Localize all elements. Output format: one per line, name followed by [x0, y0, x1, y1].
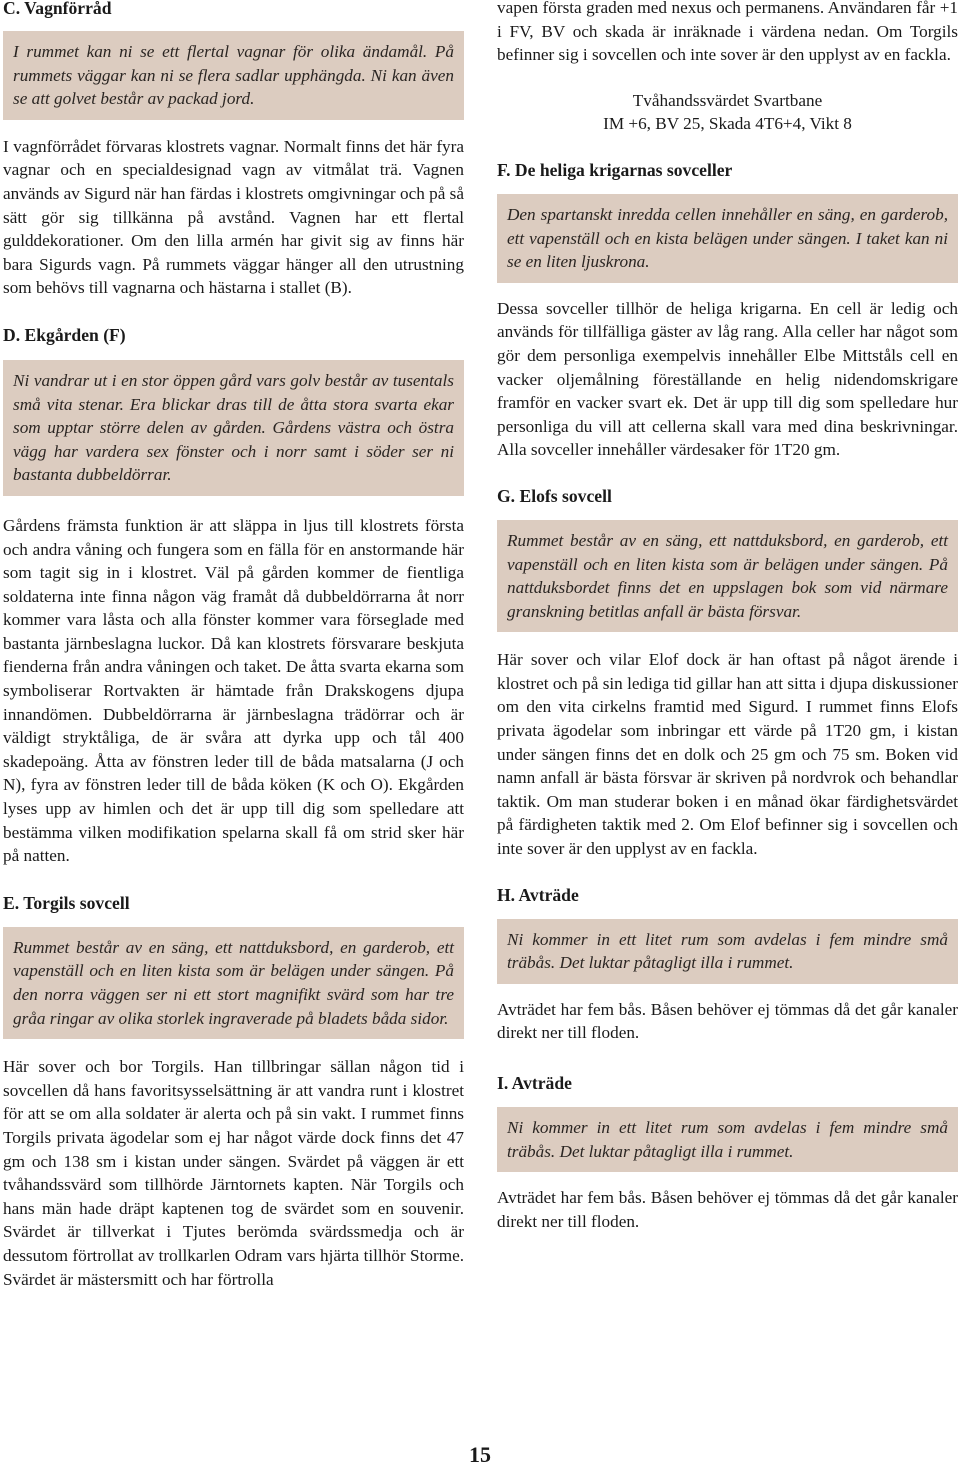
section-c-box-text: I rummet kan ni se ett flertal vagnar för olika ändamål. På rummets väggar kan ni se flera sadlar upphängda. Ni kan även se att golvet består av packad jord. — [13, 42, 454, 109]
page-number: 15 — [469, 1442, 491, 1467]
section-h-read-aloud-box — [497, 919, 958, 984]
section-g-read-aloud-box — [497, 520, 958, 632]
section-i-heading: I. Avträde — [497, 1073, 572, 1093]
section-i-text: Avträdet har fem bås. Båsen behöver ej tömmas då det går kanaler direkt ner till floden. — [497, 1188, 958, 1231]
section-d-text: Gårdens främsta funktion är att släppa in ljus till klostrets första och andra våning och fungera som en fälla för en anstormande här som tagit sig in i klostret. Väl på gården kommer de fientliga soldaterna inte finna någon väg framåt då dubbeldörrarna åt norr kommer vara låsta och alla fönster kommer vara förseglade med bastanta järnbeslagna luckor. Då kan klostrets försvarare beskjuta fienderna från andra våningen och taket. De åtta svarta ekarna som symboliserar Rortvakten är hämtade från Drakskogens djupa innandömen. Dubbeldörrarna är järnbeslagna trädörrar och är väldigt stryktåliga, de är svåra att dyrka upp och tål 400 skadepoäng. Åtta av fönstren leder till de båda matsalarna (J och N), fyra av fönstren leder till de båda köken (K och O). Ekgården lyses upp av himlen och det är upp till dig som spelledare att bestämma vilken modifikation spelarna skall få om strid sker här på natten. — [3, 515, 464, 866]
section-g-heading: G. Elofs sovcell — [497, 485, 612, 506]
section-d-heading: D. Ekgården (F) — [3, 324, 126, 345]
sword-stats: IM +6, BV 25, Skada 4T6+4, Vikt 8 — [603, 114, 852, 134]
sword-stat-block — [497, 89, 958, 136]
section-f-heading: F. De heliga krigarnas sovceller — [497, 159, 733, 180]
section-e-continued-text: vapen första graden med nexus och permanens. Användaren får +1 i FV, BV och skada är inräknade i värdena nedan. Om Torgils befinner sig i sovcellen och inte sover är den upplyst av en fackla. — [497, 0, 958, 65]
section-i-read-aloud-box — [497, 1107, 958, 1172]
section-e-box-text: Rummet består av en säng, ett nattduksbord, en garderob, ett vapenställ och en liten kista som är belägen under sängen. På den norra väggen ser ni ett stort magnifikt svärd som har tre gråa ringar av olika storlek ingraverade på bladets båda sidor. — [13, 937, 454, 1028]
section-c-text: I vagnförrådet förvaras klostrets vagnar. Normalt finns det här fyra vagnar och en specialdesignad vagn av vitmålat trä. Vagnen används av Sigurd när han färdas i klostrets omgivningar och på så sätt gör sig tillkänna på avstånd. Vagnen har ett flertal gulddekorationer. Om den lilla armén har givit sig av finns här bara Sigurds vagn. På rummets väggar hänger all den utrustning som behövs till vagnarna och hästarna i stallet (B). — [3, 136, 464, 298]
section-d-read-aloud-box — [3, 360, 464, 496]
section-f-text: Dessa sovceller tillhör de heliga krigarna. En cell är ledig och används för tillfälliga gäster av låg rang. Alla celler har något som gör dem personliga exempelvis innehåller Elbe Mittståls cell en vacker oljemålning föreställande en helig nidendomskrigare framför en vacker svart ek. Det är upp till dig som spelledare hur personliga du vill att cellerna skall vara med dina beskrivningar. Alla sovceller innehåller värdesaker för 1T20 gm. — [497, 298, 958, 460]
section-d-box-text: Ni vandrar ut i en stor öppen gård vars golv består av tusentals små vita stenar. Era blickar dras till de åtta stora svarta ekar som upptar större delen av gården. Gårdens västra och östra vägg har vardera sex fönster och i norr samt i söder ser ni bastanta dubbeldörrar. — [13, 370, 454, 485]
right-column — [497, 0, 958, 1233]
section-g-text: Här sover och vilar Elof dock är han oftast på något ärende i klostret och på sin lediga tid gillar han att sitta i djupa diskussioner om den vita cirkelns framtid med Sigurd. I rummet finns Elofs privata ägodelar som inbringar ett värde på 1T20 gm, i kistan under sängen finns det en dolk och 25 gm och 75 sm. Boken vid namn anfall är bästa försvar är skriven på nordvrok och behandlar taktik. Om man studerar boken i en månad ökar färdighetsvärdet på färdigheten taktik med 2. Om Elof befinner sig i sovcellen och inte sover är den upplyst av en fackla. — [497, 650, 958, 859]
section-c-heading: C. Vagnförråd — [3, 0, 112, 18]
sword-name: Tvåhandssvärdet Svartbane — [632, 90, 823, 110]
section-h-text: Avträdet har fem bås. Båsen behöver ej tömmas då det går kanaler direkt ner till floden. — [497, 999, 958, 1043]
section-e-read-aloud-box — [3, 927, 464, 1039]
section-g-box-text: Rummet består av en säng, ett nattduksbord, en garderob, ett vapenställ och en liten kista som är belägen under sängen. På nattduksbordet finns det en uppslagen bok som vid närmare granskning betitlas anfall är bästa försvar. — [507, 530, 948, 621]
section-e-heading: E. Torgils sovcell — [3, 892, 130, 913]
section-i-box-text: Ni kommer in ett litet rum som avdelas i fem mindre små träbås. Det luktar påtagligt illa i rummet. — [507, 1118, 948, 1161]
section-f-box-text: Den spartanskt inredda cellen innehåller en säng, en garderob, ett vapenställ och en kista belägen under sängen. I taket kan ni se en liten ljuskrona. — [507, 204, 948, 272]
section-e-text: Här sover och bor Torgils. Han tillbringar sällan någon tid i sovcellen då hans favoritsysselsättning är att vandra runt i klostret för att se om alla soldater är alerta och på sin vakt. I rummet finns Torgils privata ägodelar som ej har något värde dock finns det 47 gm och 138 sm i kistan under sängen. Svärdet på väggen är ett tvåhandssvärd som tillhörde Järntornets kapten. När Torgils och hans män hade dräpt kaptenen tog de svärdet som en souvenir. Svärdet är tillverkat i Tjutes berömda svärdssmedja och är dessutom förtrollat av trollkarlen Odram vars hjärta tillhör Storme. Svärdet är mästersmitt och har förtrolla — [3, 1057, 464, 1289]
section-h-heading: H. Avträde — [497, 884, 579, 905]
section-c-read-aloud-box — [3, 31, 464, 120]
section-f-read-aloud-box — [497, 194, 958, 283]
left-column — [3, 0, 464, 1291]
section-h-box-text: Ni kommer in ett litet rum som avdelas i fem mindre små träbås. Det luktar påtagligt illa i rummet. — [507, 929, 948, 973]
